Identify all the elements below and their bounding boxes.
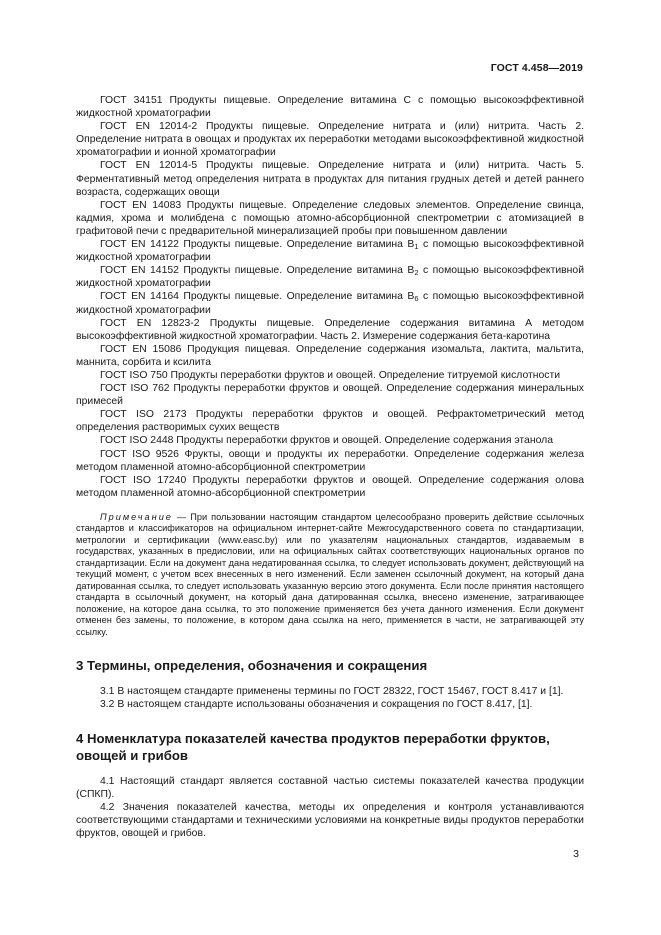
reference-item: ГОСТ ISO 9526 Фрукты, овощи и продукты их переработки. Определение содержания железа методом пламенной атомно-абсорбционной спектрометрии <box>76 448 584 473</box>
reference-text: с помощью высокоэффективной жидкостной хроматографии <box>76 265 584 290</box>
reference-item: ГОСТ ISO 762 Продукты переработки фруктов и овощей. Определение содержания минеральных примесей <box>76 383 584 408</box>
page-number: 3 <box>573 848 579 860</box>
vitamin-subscript: 1 <box>414 242 419 252</box>
reference-item: ГОСТ EN 14083 Продукты пищевые. Определение следовых элементов. Определение свинца, кадмия, хрома и молибдена с помощью атомно-абсорбционной спектрометрии с атомизацией в графитовой печи с предварительной минерализацией пробы при повышенном давлении <box>76 199 584 237</box>
section-3-paragraph-1: 3.1 В настоящем стандарте применены термины по ГОСТ 28322, ГОСТ 15467, ГОСТ 8.417 и [1]. <box>100 686 564 698</box>
reference-item: ГОСТ EN 12014-5 Продукты пищевые. Определение нитрата и (или) нитрита. Часть 5. Ферментативный метод определения нитрата в продуктах для питания грудных детей и детей раннего возраста, содержащих овощи <box>76 160 584 198</box>
vitamin-subscript: 6 <box>414 294 419 304</box>
normative-references-list <box>76 94 584 500</box>
section-3-paragraph-2: 3.2 В настоящем стандарте использованы обозначения и сокращения по ГОСТ 8.417, [1]. <box>100 699 533 711</box>
reference-item: ГОСТ ISO 2173 Продукты переработки фруктов и овощей. Рефрактометрический метод определения растворимых сухих веществ <box>76 409 584 434</box>
vitamin-subscript: 2 <box>414 268 419 278</box>
section-4-paragraph-2: 4.2 Значения показателей качества, методы их определения и контроля устанавливаются соответствующими стандартами и техническими условиями на конкретные виды продуктов переработки фруктов, овощей и грибов. <box>76 802 584 840</box>
standard-id-header: ГОСТ 4.458—2019 <box>490 62 583 74</box>
reference-text: ГОСТ EN 14152 Продукты пищевые. Определение витамина B <box>100 265 415 277</box>
section-3-title: 3 Термины, определения, обозначения и сокращения <box>76 658 428 674</box>
references-note <box>76 512 584 639</box>
reference-item <box>76 238 584 264</box>
reference-item: ГОСТ 34151 Продукты пищевые. Определение витамина C с помощью высокоэффективной жидкостной хроматографии <box>76 95 584 120</box>
reference-text: ГОСТ EN 14164 Продукты пищевые. Определение витамина B <box>100 291 415 303</box>
reference-item: ГОСТ EN 12823-2 Продукты пищевые. Определение содержания витамина А методом высокоэффективной жидкостной хроматографии. Часть 2. Измерение содержания бета-каротина <box>76 317 584 342</box>
reference-item <box>76 264 584 290</box>
reference-item: ГОСТ EN 12014-2 Продукты пищевые. Определение нитрата и (или) нитрита. Часть 2. Определение нитрата в овощах и продуктах их переработки методами высокоэффективной жидкостной хроматографии и ионной хроматографии <box>76 121 584 159</box>
reference-item: ГОСТ ISO 750 Продукты переработки фруктов и овощей. Определение титруемой кислотности <box>100 369 561 381</box>
reference-item: ГОСТ ISO 2448 Продукты переработки фруктов и овощей. Определение содержания этанола <box>100 435 553 447</box>
page-content <box>76 94 584 840</box>
note-label: Примечание <box>100 511 173 522</box>
reference-item: ГОСТ EN 15086 Продукция пищевая. Определение содержания изомальта, лактита, мальтита, маннита, сорбита и ксилита <box>76 343 584 368</box>
section-4-paragraph-1: 4.1 Настоящий стандарт является составной частью системы показателей качества продукции (СПКП). <box>76 775 584 801</box>
note-text: — При пользовании настоящим стандартом целесообразно проверить действие ссылочных стандартов и классификаторов на официальном интернет-сайте Межгосударственного совета по стандартизации, метрологии и сертификации (www.easc.by) или по указателям национальных стандартов, издаваемым в государствах, указанных в предисловии, или на официальных сайтах соответствующих национальных органов по стандартизации. Если на документ дана недатированная ссылка, то следует использовать документ, действующий на текущий момент, с учетом всех внесенных в него изменений. Если заменен ссылочный документ, на который дана датированная ссылка, то следует использовать указанную версию этого документа. Если после принятия настоящего стандарта в ссылочный документ, на который дана датированная ссылка, внесено изменение, затрагивающее положение, на которое дана ссылка, то это положение применяется без учета данного изменения. Если документ отменен без замены, то положение, в котором дана ссылка на него, применяется в части, не затрагивающей эту ссылку. <box>76 511 584 637</box>
reference-text: с помощью высокоэффективной жидкостной хроматографии <box>76 291 584 316</box>
reference-item <box>76 290 584 316</box>
reference-text: с помощью высокоэффективной жидкостной хроматографии <box>76 239 584 264</box>
section-4-title: 4 Номенклатура показателей качества продуктов переработки фруктов, овощей и грибов <box>76 731 550 764</box>
reference-item: ГОСТ ISO 17240 Продукты переработки фруктов и овощей. Определение содержания олова методом пламенной атомно-абсорбционной спектрометрии <box>76 474 584 499</box>
reference-text: ГОСТ EN 14122 Продукты пищевые. Определение витамина B <box>100 239 415 251</box>
